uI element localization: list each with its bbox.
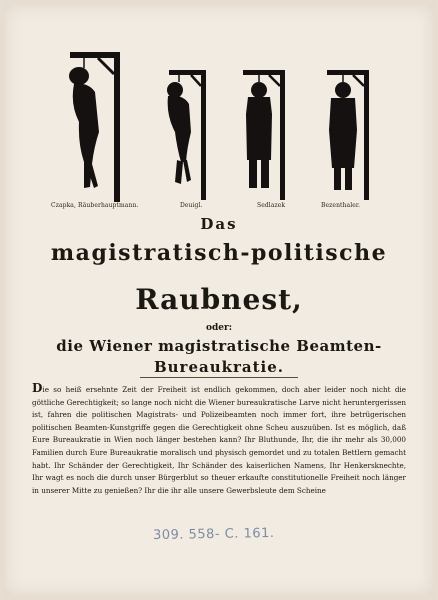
figure-caption-3: Sedlazek: [257, 202, 286, 209]
figure-caption-4: Bezenthaler.: [321, 202, 361, 209]
body-initial: D: [32, 381, 43, 395]
archive-stamp: 309. 558- C. 161.: [152, 525, 275, 544]
gallows-figure-1: [62, 52, 124, 202]
heading-title-line1: magistratisch-politische: [50, 240, 388, 266]
figure-caption-2: Deuigl.: [180, 202, 203, 209]
heading-das: Das: [200, 215, 238, 233]
heading-subtitle-line2: Bureaukratie.: [153, 358, 285, 376]
divider-rule: [140, 377, 298, 378]
heading-title-line2: Raubnest,: [135, 283, 303, 316]
heading-oder: oder:: [205, 323, 233, 333]
gallows-figure-4: [323, 70, 375, 200]
body-paragraph: [32, 382, 406, 497]
gallows-figure-3: [239, 70, 291, 200]
body-text: ie so heiß ersehnte Zeit der Freiheit ist endlich gekommen, doch aber leider noch nicht die göttliche Gerechtigkeit; so lange noch nicht die Wiener bureaukratische Larve nicht heruntergerissen ist, fahren die politischen Magistrats- und Polizeibeamten noch immer fort, ihre betrügerischen politischen Beamten-Kunstgriffe gegen die Gerechtigkeit ohne Scheu auszuüben. Ist es möglich, daß Eure Bureaukratie in Wien noch länger bestehen kann? Ihr Bluthunde, Ihr, die ihr mehr als 30,000 Familien durch Eure Bureaukratie moralisch und physisch gemordet und zu totalen Bettlern gemacht habt. Ihr Schänder der Gerechtigkeit, Ihr Schänder des kaiserlichen Namens, Ihr Henkersknechte, Ihr wagt es noch die durch unser Bürgerblut so theuer erkaufte constitutionelle Freiheit noch länger in unserer Mitte zu genießen? Ihr die ihr alle unsere Gewerbsleute dem Scheine: [32, 385, 406, 495]
heading-subtitle-line1: die Wiener magistratische Beamten-: [56, 337, 382, 355]
gallows-illustration: [0, 52, 438, 212]
gallows-figure-2: [163, 70, 213, 200]
figure-caption-1: Czapka, Räuberhauptmann.: [51, 202, 139, 209]
